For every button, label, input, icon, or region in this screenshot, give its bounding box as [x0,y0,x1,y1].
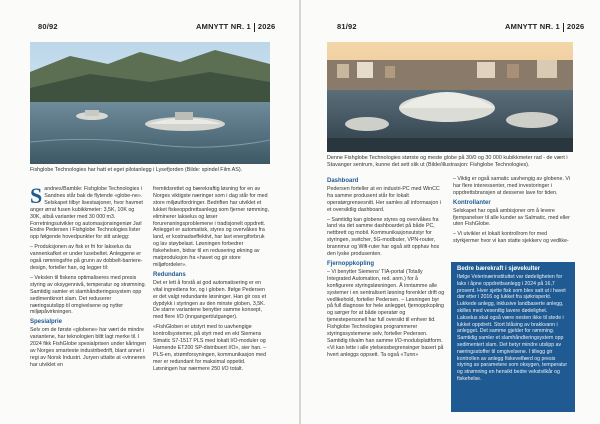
right-page-header [337,22,357,34]
paragraph: – Vi benytter Siemens' TIA-portal (Totally Integrated Automation, red. anm.) for å konfigurere styringsløsningen. Å inntamme alle systemer i en sentralisert løsning forenkler drift og vedlikehold, forteller Pedersen. – Løsningen byr på full diagnose for hele anlegget, fjernoppkopling og sørger for at både operatør og tjenestepersonell har full oversikt til enhver tid. Fishglobe Technologies programmerer styringssystemene selv, forteller Pedersen. Samtidig tilvalm han samme I/O-modulsplattform. «Vi kan lette i alle ytelsessbegrensinger basert på hvert anleggs oppsett. Ta også «Tunn» [327,268,445,358]
factbox-title: Bedre bærekraft i sjøvekulter [457,266,541,272]
paragraph: – Viktig er også samatic uavhengig av globene. Vi har flere interessenter, med investoringer i oppdrettsbransjen at desserve lave for tiden. [453,176,570,196]
subheading-dashboard: Dashboard [327,178,359,184]
right-magazine-title: AMNYTT NR. 1 2026 [505,22,585,31]
stavanger-illustration [327,42,573,152]
right-page-number: 81/92 [337,22,357,31]
paragraph: – Vekslen til fiskens optimaliseres med presis styring av oksygennivå, temperatur og strømning. Samtidig samler et slamhåndteringssystem opp sedimentknort slam. Det reduserer næringsutslipp til omgivelsene og nytter miljøpåvirkningen. [30,274,146,316]
paragraph: «FishGloben er utstyrt med to uavhengige kontrollsystemer, på styrt med en ekt Siemens Simatic S7-1517 PLS med lokalt I/O-moduler og Harnende ET200 SP-distribuert I/O», sier han. – PLS-en, strømforsyningen, kommunikasjon med mer er redundant for maksimal oppetid. Løsningen har nærmere 250 I/O totalt. [153,324,267,372]
subheading-redundans: Redundans [153,271,186,278]
paragraph: Det er lett å forstå at god automatisering er en vital ingrediens for, og i globen. Ifølge Pedersen er det valgt redundante løsninger. Han gir oss et dypdykk i styringen av den minste globen, 3,5K. De starre variantene benytter samme konsept, med flere I/O (inngangert/utganger). [153,279,267,321]
subheading-fjernoppkopling: Fjernoppkopling [327,260,374,267]
factbox [451,262,575,412]
subheading-kontrollanter: Kontrollanter [453,199,491,206]
paragraph: fremtidsrettet og bærekraftig løsning for en av Norges viktigste næringer som i dag står for med store miljøutfordringer. Bedriften har utviklet et lukket fiskeoppdrettsanlegg som fjerner rømming, eliminerer lakselus og løser forurensningsproblemene i tradisjonelt oppdrett. Anlegget er automatisk, styres og overvåkes fra land, er kostnadseffektivt, har lavt energiforbruk og lav støybelast. Løsningen forbedrer fiskehelsen, bidrar til en redusering økning av matproduksjon fra «havet og gir store miljøfordeler». [153,186,269,268]
right-page [301,0,600,424]
subheading-spesialprie: Spesialprie [30,319,63,326]
left-magazine-title: AMNYTT NR. 1 2026 [196,22,276,31]
left-column-1 [30,183,147,372]
factbox-text: Ifølge Veterinærinstituttet var dødeligheten for laks i åpne oppdrettsanlegg i 2024 på 16,7 prosent. Hver sjette fisk som blev satt ut i havet dør etter i 2016 og lukket fra sjøkrisperkt. Lukkede anlegg, inklusive landbaserte anlegg, skilles med vesentlig lavere dødelighet. Lakselus skal også være nesten ikke til stede i lukket oppdrett. Stort blåsing av brakkvann i anlegget. Det samme gjelder for rømming. Samtidig samler et slamhåndteringsystem opp sedimentert slam. Det betyr mindre utslipp av næringsstoffer til omgivelsene. I tillegg gir kontrollen av anlegg fiskevelfærd og presis styring av parametere som oksygen, temperatur og strømning en hensikt bedre vekstvilkår og fiskehelse. [457,274,568,382]
paragraph: – Produksjonen av fisk er fri for lakselus da vannenkafket er under lusebeltet. Anleggene er også rømningsfrie på grunn av dobbelt-barriere-design, forteller han, og legger til: [30,244,143,271]
pilot-plant-photo [30,42,270,164]
right-column-2 [453,176,573,248]
intro-paragraph: Sandnes/Bamble: Fishglobe Technologies i Sandnes står bak de flytende «globe-ne». Selskapet tilbyr lisestasjoner, hvor havmet anger ørrat fusen kubikkmeter: 3,5K, 10K og 30K, altså varianter med 30 000 m3. Forretningsutvikler og automasjonsingeniør Jarl Endre Pedersen i Fishglobe Technologies lister opp følgende hovedpunkter for sitt anlegg: [30,183,143,241]
right-column-1 [327,176,445,362]
paragraph: Pedersen forteller at en industri-PC med WinCC fra samme produsent står for lokalt operatørgrensesnitt. Her samles all informasjon i et oversiktlig dashboard. [327,185,441,213]
left-column-2 [153,186,270,376]
left-photo-caption: Fishglobe Technologies har hatt et eget pilotanlegg i Lysefjorden (Bilde: spindel Film AS). [30,167,243,173]
paragraph: Selskapet har også ambisjoner om å levere fjernpanelser til alle kunder av Salmatic, med eller uten FishGlobe. [453,207,570,228]
paragraph: Selv om de første «globene» har vært de mindre variantene, har teknologien blitt lagt merke til. I 2024 fikk FishGlobe spesialprisen under kåringen av Norges smarteste industribedrift, blant annet i regi av Norsk Industri. Juryen uttalte at «vinneren har utviklet en [30,327,147,368]
right-photo-caption: Denne Fishglobe Technologies største og meste globe på 30/0 og 30 000 kubikkmeter rad - de vært i Stavanger sentrum, kunne det sett slik ut (Bilde/illustrasjon: Fishglobe Technologies). [327,155,568,168]
left-page-header [38,22,58,34]
left-page-number: 80/92 [38,22,58,31]
paragraph: – Samtidig kan globene styres og overvåkes fra land via det samme dashboardet på både PC, nettbrett og mobil. Kommunikasjonsutstyr for styringen, switcher, 5G-modbuter, VPN-router, brannmur og Wifi-ruter har også sitt opphav hos den lyske produsenten. [327,216,440,258]
left-page [0,0,299,424]
paragraph: – Vi utvikler et lokalt kontrollrom for med styrkjermer hvor vi kan statte sjekkerv og vedlike- [453,231,569,245]
drop-cap: S [30,183,43,208]
